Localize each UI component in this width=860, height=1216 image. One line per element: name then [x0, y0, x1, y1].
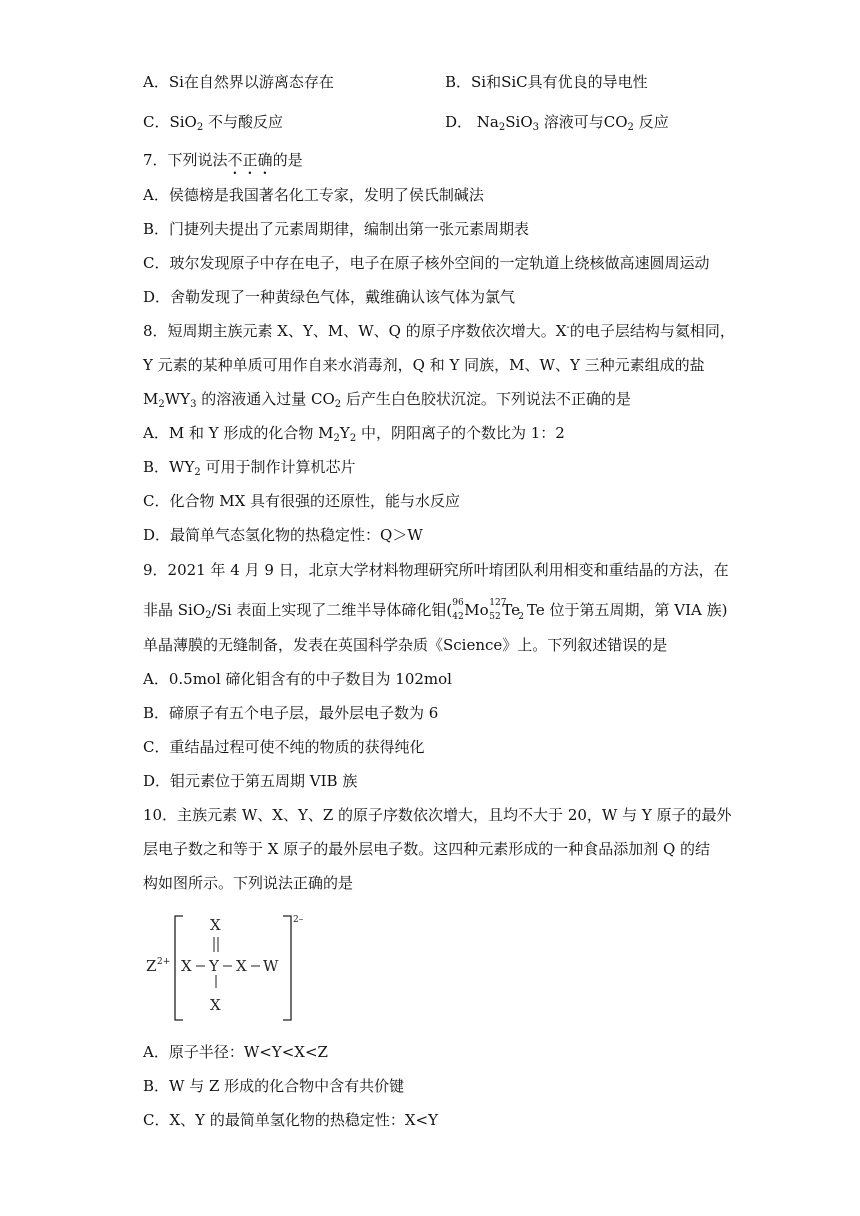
struct-x-left: X	[181, 957, 192, 975]
q10-structure-diagram	[143, 912, 313, 1024]
right-bracket	[283, 916, 291, 1020]
q8-option-d: D．最简单气态氢化物的热稳定性：Q＞W	[143, 526, 423, 544]
struct-x-top: X	[210, 916, 221, 934]
q9-stem-line2: 非晶 SiO$_2$/Si 表面上实现了二维半导体碲化钼( 96 42 Mo 127 52 Te 2 Te 位于第五周期，第 VIA 族)	[143, 598, 728, 622]
q9-option-d: D．钼元素位于第五周期 VIB 族	[143, 772, 358, 790]
q10-option-c: C．X、Y 的最简单氢化物的热稳定性：X<Y	[143, 1111, 438, 1129]
struct-x-bottom: X	[210, 996, 221, 1014]
q8-stem-line1: 8．短周期主族元素 X、Y、M、W、Q 的原子序数依次增大。X-的电子层结构与氦相同，	[143, 322, 735, 340]
q9-stem-line3: 单晶薄膜的无缝制备，发表在英国科学杂质《Science》上。下列叙述错误的是	[143, 636, 668, 654]
q9-option-a: A．0.5mol 碲化钼含有的中子数目为 102mol	[143, 670, 452, 688]
struct-x-mid: X	[236, 957, 247, 975]
q7-option-a: A．侯德榜是我国著名化工专家，发明了侯氏制碱法	[143, 186, 484, 204]
q8-stem-line3: $M_2WY_3$ 的溶液通入过量 $CO_2$ 后产生白色胶状沉淀。下列说法不正确的是	[143, 390, 631, 410]
q6-option-a: A．Si在自然界以游离态存在	[143, 73, 334, 91]
q7-stem: 7．下列说法不正确的是	[143, 151, 303, 169]
q7-option-b: B．门捷列夫提出了元素周期律，编制出第一张元素周期表	[143, 220, 530, 238]
q8-option-c: C．化合物 MX 具有很强的还原性，能与水反应	[143, 492, 461, 510]
q10-option-a: A．原子半径：W<Y<X<Z	[143, 1043, 328, 1061]
struct-w: W	[263, 957, 279, 975]
nuclide-mo-te-formula: 96 42 Mo 127 52 Te 2	[452, 598, 524, 622]
q8-option-b: B．$WY_2$ 可用于制作计算机芯片	[143, 458, 356, 478]
q6-option-d: D． $Na_2SiO_3$ 溶液可与$CO_2$ 反应	[445, 113, 669, 133]
q9-stem-line1: 9．2021 年 4 月 9 日，北京大学材料物理研究所叶堉团队利用相变和重结晶的方法，在	[143, 561, 729, 579]
struct-z: Z	[146, 957, 157, 975]
q10-stem-line2: 层电子数之和等于 X 原子的最外层电子数。这四种元素形成的一种食品添加剂 Q 的结	[143, 840, 711, 858]
q7-option-c: C．玻尔发现原子中存在电子，电子在原子核外空间的一定轨道上绕核做高速圆周运动	[143, 254, 710, 272]
q7-option-d: D．舍勒发现了一种黄绿色气体，戴维确认该气体为氯气	[143, 288, 516, 306]
q8-stem-line2: Y 元素的某种单质可用作自来水消毒剂，Q 和 Y 同族，M、W、Y 三种元素组成的盐	[143, 356, 705, 374]
struct-y: Y	[209, 957, 219, 975]
q6-option-b: B．Si和SiC具有优良的导电性	[445, 73, 648, 91]
q8-option-a: A．M 和 Y 形成的化合物 $M_2Y_2$ 中，阴阳离子的个数比为 1：2	[143, 424, 565, 444]
q10-stem-line3: 构如图所示。下列说法正确的是	[143, 874, 354, 892]
struct-z-charge: 2+	[157, 957, 171, 967]
q6-option-c: C．SiO$_2$ 不与酸反应	[143, 113, 284, 133]
struct-charge: 2–	[293, 915, 304, 925]
q9-option-b: B．碲原子有五个电子层，最外层电子数为 6	[143, 704, 439, 722]
q10-option-b: B．W 与 Z 形成的化合物中含有共价键	[143, 1077, 405, 1095]
q10-stem-line1: 10．主族元素 W、X、Y、Z 的原子序数依次增大，且均不大于 20，W 与 Y 原子的最外	[143, 806, 732, 824]
q9-option-c: C．重结晶过程可使不纯的物质的获得纯化	[143, 738, 425, 756]
